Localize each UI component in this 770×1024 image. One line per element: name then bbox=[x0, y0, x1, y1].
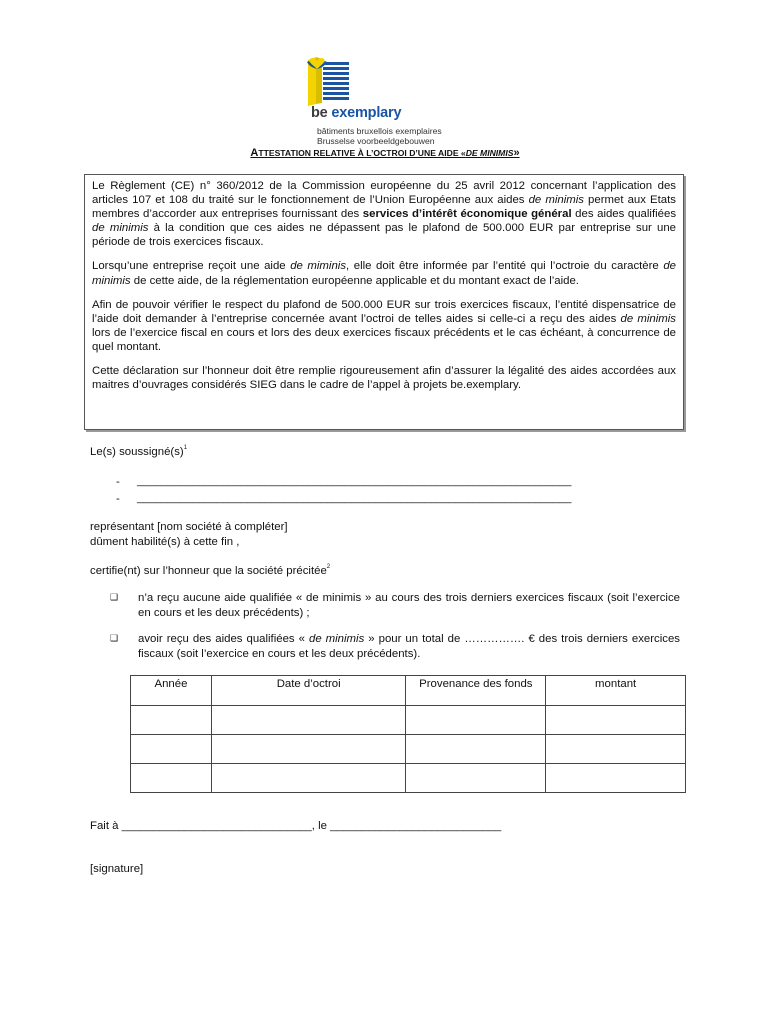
intro-paragraph-1: Le Règlement (CE) n° 360/2012 de la Commission européenne du 25 avril 2012 concernant l’application des articles 107 et 108 du traité sur le fonctionnement de l’Union Européenne aux aides de minimis permet aux Etats membres d’accorder aux entreprises fournissant des services d’intérêt économique général des aides qualifiées de minimis à la condition que ces aides ne dépassent pas le plafond de 500.000 EUR par entreprise sur une période de trois exercices fiscaux. bbox=[92, 180, 677, 249]
hands-heart-icon bbox=[306, 56, 328, 70]
place-date-line bbox=[90, 820, 501, 832]
column-header-fund-source: Provenance des fonds bbox=[406, 676, 546, 706]
option-no-aid[interactable] bbox=[110, 591, 680, 621]
checkbox-icon[interactable]: ❑ bbox=[110, 633, 119, 643]
intro-paragraph-4: Cette déclaration sur l’honneur doit être remplie rigoureusement afin d’assurer la légalité des aides accordées aux maitres d’ouvrages considérés SIEG dans le cadre de l’appel à projets be.exemplary. bbox=[92, 365, 676, 392]
table-cell[interactable] bbox=[211, 706, 406, 735]
column-header-amount: montant bbox=[546, 676, 686, 706]
table-cell[interactable] bbox=[546, 735, 686, 764]
signatories-label: Le(s) $soussigné(s)^1$ bbox=[90, 445, 188, 458]
date-field[interactable]: ___________________________ bbox=[330, 820, 502, 832]
table-row bbox=[131, 764, 686, 793]
checkbox-icon[interactable]: ❑ bbox=[110, 592, 119, 602]
be-exemplary-logo bbox=[306, 56, 476, 152]
table-header-row bbox=[131, 676, 686, 706]
intro-paragraph-2: Lorsqu’une entreprise reçoit une aide de miminis, elle doit être informée par l’entité qui l’octroie du caractère de minimis de cette aide, de la réglementation européenne applicable et du montant exact de l’aide. bbox=[92, 260, 676, 287]
table-cell[interactable] bbox=[131, 764, 212, 793]
aid-table bbox=[130, 675, 686, 793]
column-header-year: Année bbox=[131, 676, 212, 706]
information-box bbox=[84, 174, 684, 430]
table-cell[interactable] bbox=[546, 706, 686, 735]
list-dash-2: - bbox=[116, 493, 120, 505]
signatory-name-field-2[interactable]: _______________________________________________________________________ bbox=[137, 492, 572, 504]
document-title: ATTESTATION RELATIVE À L’OCTROI D’UNE AIDE «DE MINIMIS» bbox=[250, 147, 520, 159]
intro-paragraph-3: Afin de pouvoir vérifier le respect du plafond de 500.000 EUR sur trois exercices fiscaux, l’entité dispensatrice de l’aide doit demander à l’entreprise concernée avant l’octroi de telles aides si celle-ci a reçu des aides de minimis lors de l’exercice fiscal en cours et lors des deux exercices fiscaux précédents et le cas échéant, à concurrence de quel montant. bbox=[92, 298, 677, 353]
logo-wordmark: be exemplary bbox=[311, 105, 402, 121]
logo-subtitle-nl: Brusselse voorbeeldgebouwen bbox=[317, 136, 435, 146]
footnote-ref-2: 2 bbox=[326, 564, 331, 570]
table-row bbox=[131, 735, 686, 764]
option-no-aid-text: n’a reçu aucune aide qualifiée « de minimis » au cours des trois derniers exercices fiscaux (soit l’exercice en cours et les deux précédents) ; bbox=[138, 592, 680, 619]
list-dash-1: - bbox=[116, 476, 120, 488]
column-header-grant-date: Date d’octroi bbox=[211, 676, 406, 706]
table-cell[interactable] bbox=[131, 735, 212, 764]
table-cell[interactable] bbox=[406, 764, 546, 793]
table-cell[interactable] bbox=[406, 735, 546, 764]
option-received-aid[interactable] bbox=[110, 632, 680, 662]
signature-placeholder[interactable]: [signature] bbox=[90, 863, 144, 875]
certify-line: certifie(nt) sur l’honneur que la société précitée$^2$ bbox=[90, 564, 331, 577]
table-cell[interactable] bbox=[406, 706, 546, 735]
logo-subtitle-fr: bâtiments bruxellois exemplaires bbox=[317, 126, 442, 136]
representing-line: représentant [nom société à compléter] bbox=[90, 521, 288, 533]
place-field[interactable]: ______________________________ bbox=[121, 820, 312, 832]
signatory-name-field-1[interactable]: _______________________________________________________________________ bbox=[137, 475, 572, 487]
table-cell[interactable] bbox=[546, 764, 686, 793]
footnote-ref-1: 1 bbox=[183, 445, 188, 451]
date-label: , le bbox=[311, 820, 327, 832]
table-row bbox=[131, 706, 686, 735]
table-cell[interactable] bbox=[211, 764, 406, 793]
option-received-aid-text: avoir reçu des aides qualifiées « de minimis » pour un total de ……………. € des trois derniers exercices fiscaux (soit l’exercice en cours et les deux précédents). bbox=[138, 633, 680, 660]
table-cell[interactable] bbox=[131, 706, 212, 735]
table-cell[interactable] bbox=[211, 735, 406, 764]
done-at-label: Fait à bbox=[90, 820, 119, 832]
authorized-line: dûment habilité(s) à cette fin , bbox=[90, 536, 240, 548]
